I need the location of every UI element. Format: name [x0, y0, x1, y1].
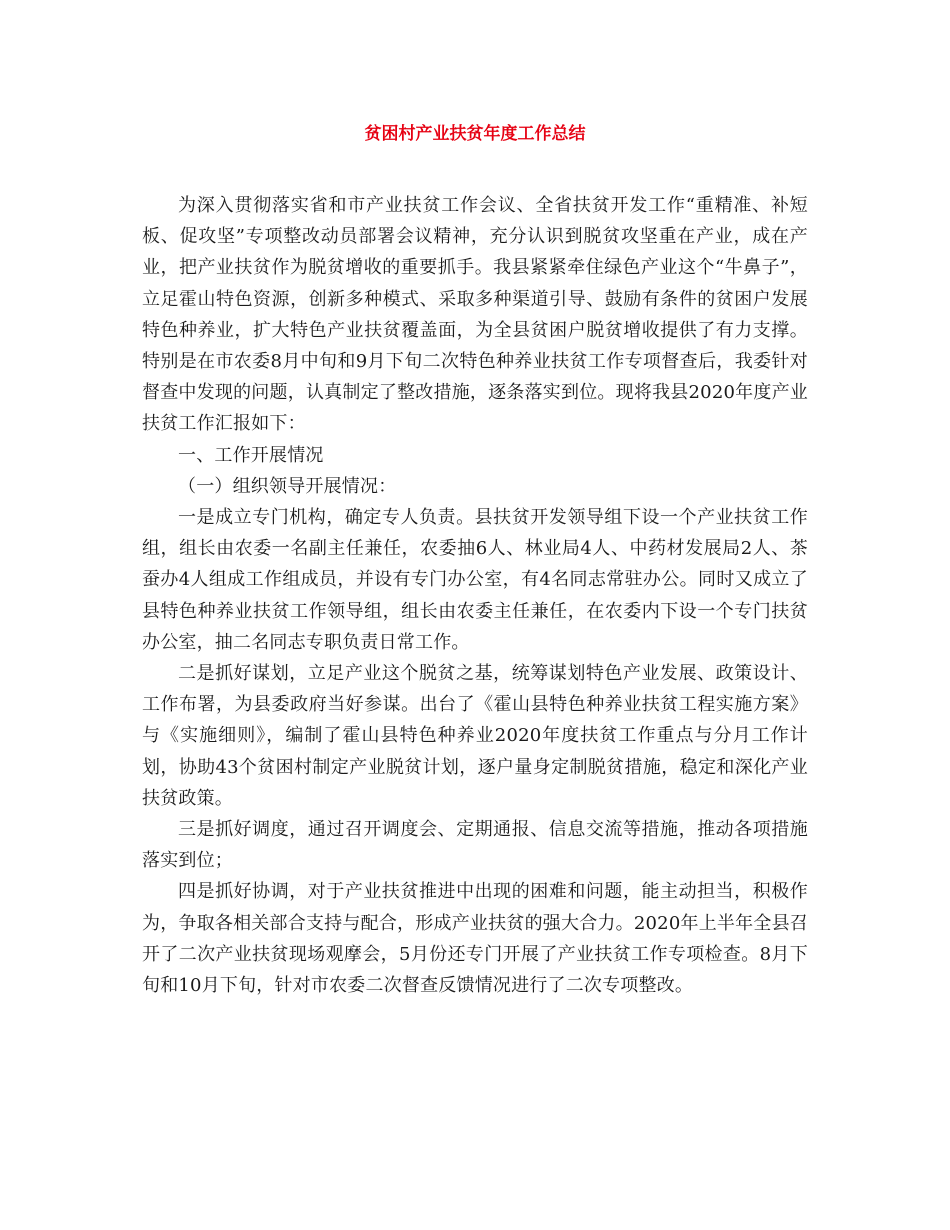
paragraph-point-3: 三是抓好调度，通过召开调度会、定期通报、信息交流等措施，推动各项措施落实到位；: [142, 819, 808, 872]
heading-section-1: 一、工作开展情况: [178, 444, 324, 466]
document-body: [142, 190, 808, 1001]
paragraph-intro: 为深入贯彻落实省和市产业扶贫工作会议、全省扶贫开发工作“重精准、补短板、促攻坚”专项整改动员部署会议精神，充分认识到脱贫攻坚重在产业，成在产业，把产业扶贫作为脱贫增收的重要抓手。我县紧紧牵住绿色产业这个“牛鼻子”，立足霍山特色资源，创新多种模式、采取多种渠道引导、鼓励有条件的贫困户发展特色种养业，扩大特色产业扶贫覆盖面，为全县贫困户脱贫增收提供了有力支撑。特别是在市农委8月中旬和9月下旬二次特色种养业扶贫工作专项督查后，我委针对督查中发现的问题，认真制定了整改措施，逐条落实到位。现将我县2020年度产业扶贫工作汇报如下：: [142, 195, 808, 435]
paragraph-point-2: 二是抓好谋划，立足产业这个脱贫之基，统筹谋划特色产业发展、政策设计、工作布署，为县委政府当好参谋。出台了《霍山县特色种养业扶贫工程实施方案》与《实施细则》，编制了霍山县特色种养业2020年度扶贫工作重点与分月工作计划，协助43个贫困村制定产业脱贫计划，逐户量身定制脱贫措施，稳定和深化产业扶贫政策。: [142, 663, 808, 809]
paragraph-point-4: 四是抓好协调，对于产业扶贫推进中出现的困难和问题，能主动担当，积极作为，争取各相关部合支持与配合，形成产业扶贫的强大合力。2020年上半年全县召开了二次产业扶贫现场观摩会，5月份还专门开展了产业扶贫工作专项检查。8月下旬和10月下旬，针对市农委二次督查反馈情况进行了二次专项整改。: [142, 881, 808, 997]
document-title: 贫困村产业扶贫年度工作总结: [364, 124, 586, 144]
heading-subsection-1: （一）组织领导开展情况：: [178, 475, 397, 497]
paragraph-point-1: 一是成立专门机构，确定专人负责。县扶贫开发领导组下设一个产业扶贫工作组，组长由农委一名副主任兼任，农委抽6人、林业局4人、中药材发展局2人、茶蚕办4人组成工作组成员，并设有专门办公室，有4名同志常驻办公。同时又成立了县特色种养业扶贫工作领导组，组长由农委主任兼任，在农委内下设一个专门扶贫办公室，抽二名同志专职负责日常工作。: [142, 507, 808, 653]
